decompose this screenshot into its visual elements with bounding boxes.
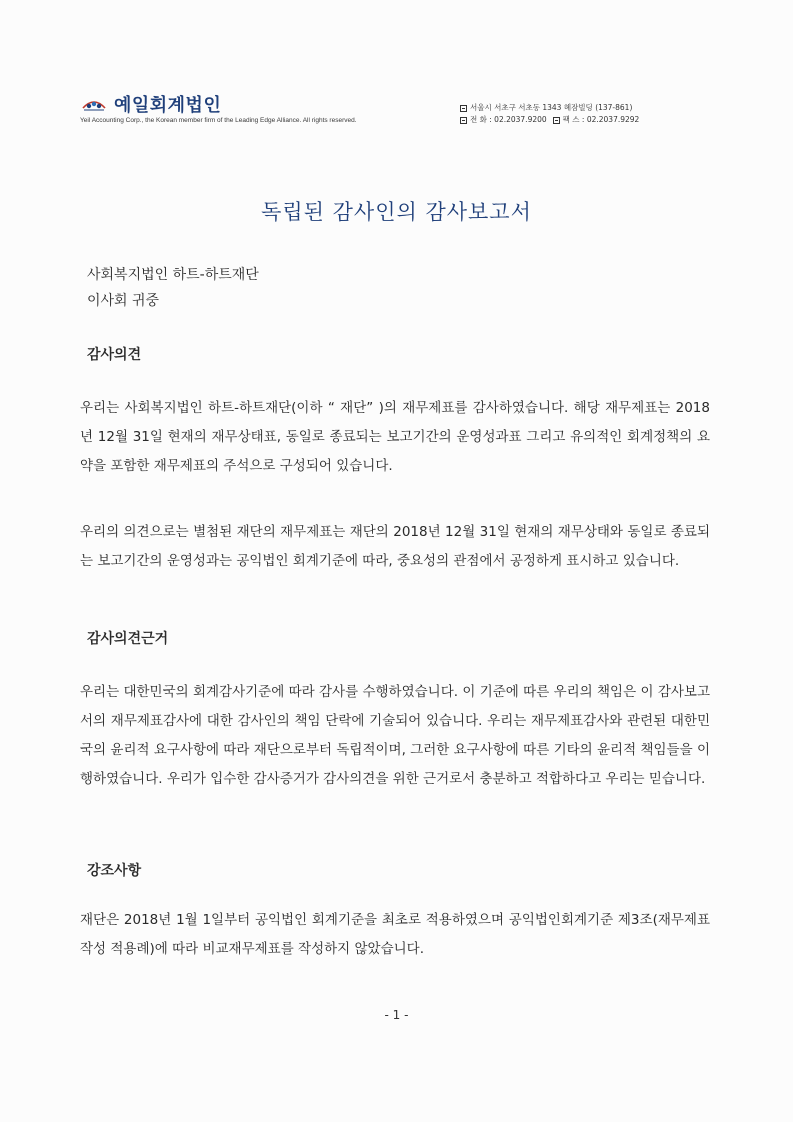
addressee [87,262,259,314]
fax-text: 팩 스 : 02.2037.9292 [562,115,640,124]
page-number: - 1 - [384,1008,409,1022]
firm-tagline: Yeil Accounting Corp., the Korean member firm of the Leading Edge Alliance. All rights reserved. [80,117,357,124]
square-bullet-icon [553,117,560,124]
addressee-board: 이사회 귀중 [87,293,160,309]
addressee-organization: 사회복지법인 하트-하트재단 [87,267,259,283]
basis-paragraph: 우리는 대한민국의 회계감사기준에 따라 감사를 수행하였습니다. 이 기준에 따른 우리의 책임은 이 감사보고서의 재무제표감사에 대한 감사인의 책임 단락에 기술되어 있습니다. 우리는 재무제표감사와 관련된 대한민국의 윤리적 요구사항에 따라 재단으로부터 독립적이며, 그러한 요구사항에 따른 기타의 윤리적 책임들을 이행하였습니다. 우리가 입수한 감사증거가 감사의견을 위한 근거로서 충분하고 적합하다고 우리는 믿습니다. [80,684,710,787]
firm-name: 예일회계법인 [114,95,222,116]
phone-fax-line [460,114,639,126]
basis-heading: 감사의견근거 [87,631,169,647]
firm-logo [80,92,221,116]
address-line [460,102,639,114]
opinion-paragraph-2: 우리의 의견으로는 별첨된 재단의 재무제표는 재단의 2018년 12월 31일 현재의 재무상태와 동일로 종료되는 보고기간의 운영성과는 공익법인 회계기준에 따라, 중요성의 관점에서 공정하게 표시하고 있습니다. [80,524,710,569]
report-title: 독립된 감사인의 감사보고서 [261,200,532,224]
emphasis-paragraph: 재단은 2018년 1월 1일부터 공익법인 회계기준을 최초로 적용하였으며 공익법인회계기준 제3조(재무제표 작성 적용례)에 따라 비교재무제표를 작성하지 않았습니다. [80,912,710,957]
emphasis-heading: 강조사항 [87,863,142,879]
opinion-heading: 감사의견 [87,347,142,363]
square-bullet-icon [460,117,467,124]
opinion-paragraph-1: 우리는 사회복지법인 하트-하트재단(이하 “ 재단” )의 재무제표를 감사하였습니다. 해당 재무제표는 2018년 12월 31일 현재의 재무상태표, 동일로 종료되는 보고기간의 운영성과표 그리고 유의적인 회계정책의 요약을 포함한 재무제표의 주석으로 구성되어 있습니다. [80,400,710,474]
square-bullet-icon [460,105,467,112]
letterhead [80,92,640,132]
address-text: 서울시 서초구 서초동 1343 혜잠빌딩 (137-861) [470,103,633,112]
phone-text: 전 화 : 02.2037.9200 [470,115,547,124]
contact-info [460,102,639,126]
firm-logo-icon [80,95,108,113]
